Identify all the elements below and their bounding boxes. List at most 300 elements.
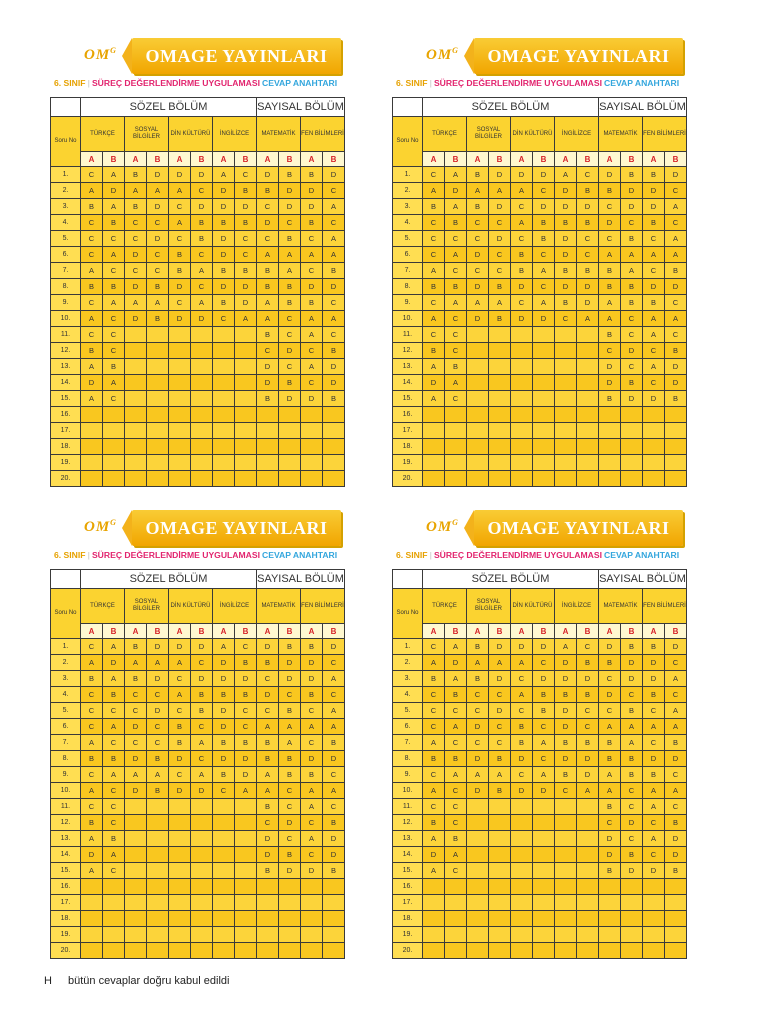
answer-cell: C	[643, 815, 665, 831]
answer-row	[51, 231, 345, 247]
answer-cell: C	[599, 231, 621, 247]
answer-cell	[555, 359, 577, 375]
answer-cell: D	[577, 751, 599, 767]
answer-cell	[279, 911, 301, 927]
answer-cell: A	[489, 295, 511, 311]
answer-cell	[235, 847, 257, 863]
answer-cell: A	[81, 263, 103, 279]
booklet-label: A	[125, 152, 147, 167]
answer-cell: C	[191, 247, 213, 263]
answer-cell: C	[643, 343, 665, 359]
answer-cell: D	[279, 199, 301, 215]
answer-cell	[213, 927, 235, 943]
answer-cell: D	[147, 167, 169, 183]
booklet-row	[393, 152, 687, 167]
answer-cell: D	[191, 199, 213, 215]
answer-cell	[489, 927, 511, 943]
answer-row	[51, 199, 345, 215]
answer-cell	[81, 927, 103, 943]
answer-row	[51, 391, 345, 407]
answer-row	[393, 751, 687, 767]
answer-cell: C	[279, 215, 301, 231]
answer-cell: C	[643, 231, 665, 247]
answer-cell: A	[301, 799, 323, 815]
booklet-label: B	[235, 152, 257, 167]
answer-cell	[445, 895, 467, 911]
answer-cell: C	[103, 231, 125, 247]
subject-header: İNGİLİZCE	[555, 117, 599, 152]
answer-cell: C	[577, 703, 599, 719]
answer-cell: C	[103, 863, 125, 879]
answer-cell: C	[191, 183, 213, 199]
question-number: 4.	[393, 215, 423, 231]
footer-text: bütün cevaplar doğru kabul edildi	[68, 975, 230, 987]
subject-row	[51, 589, 345, 624]
question-number: 16.	[51, 407, 81, 423]
answer-cell: A	[423, 391, 445, 407]
answer-cell	[235, 911, 257, 927]
question-number: 10.	[393, 783, 423, 799]
answer-cell	[147, 799, 169, 815]
answer-cell	[191, 343, 213, 359]
answer-cell	[533, 343, 555, 359]
answer-cell: C	[301, 343, 323, 359]
answer-cell	[169, 831, 191, 847]
booklet-label: A	[555, 624, 577, 639]
answer-row	[51, 703, 345, 719]
answer-cell	[147, 439, 169, 455]
booklet-label: A	[467, 152, 489, 167]
publisher-banner	[132, 510, 341, 546]
answer-cell: D	[125, 311, 147, 327]
answer-cell: D	[257, 359, 279, 375]
answer-cell: C	[257, 231, 279, 247]
answer-cell: B	[643, 215, 665, 231]
answer-cell: D	[213, 703, 235, 719]
answer-cell	[533, 927, 555, 943]
answer-cell: C	[81, 247, 103, 263]
answer-cell	[323, 439, 345, 455]
answer-cell	[445, 911, 467, 927]
answer-cell	[665, 471, 687, 487]
answer-row	[51, 455, 345, 471]
answer-cell: B	[257, 279, 279, 295]
answer-cell: C	[599, 815, 621, 831]
answer-row	[393, 407, 687, 423]
answer-cell	[301, 927, 323, 943]
answer-cell	[81, 879, 103, 895]
answer-row	[393, 719, 687, 735]
answer-cell: C	[301, 375, 323, 391]
answer-cell: A	[213, 639, 235, 655]
answer-cell: B	[533, 703, 555, 719]
answer-cell	[279, 943, 301, 959]
question-number: 2.	[51, 655, 81, 671]
answer-row	[51, 263, 345, 279]
answer-cell: D	[257, 167, 279, 183]
answer-cell: D	[467, 783, 489, 799]
answer-cell: C	[103, 783, 125, 799]
answer-cell	[599, 423, 621, 439]
answer-row	[51, 247, 345, 263]
answer-cell: B	[279, 167, 301, 183]
answer-cell: C	[81, 719, 103, 735]
answer-cell: C	[191, 655, 213, 671]
question-number: 8.	[393, 279, 423, 295]
question-number: 14.	[393, 847, 423, 863]
answer-cell	[643, 911, 665, 927]
answer-cell	[511, 327, 533, 343]
answer-row	[51, 943, 345, 959]
answer-cell: D	[301, 391, 323, 407]
answer-cell: B	[621, 279, 643, 295]
answer-cell: C	[279, 831, 301, 847]
answer-cell	[577, 847, 599, 863]
answer-cell	[489, 863, 511, 879]
answer-cell: C	[213, 311, 235, 327]
answer-cell: B	[533, 215, 555, 231]
answer-cell: C	[423, 215, 445, 231]
answer-row	[393, 927, 687, 943]
answer-cell	[103, 439, 125, 455]
numerical-section-header: SAYISAL BÖLÜM	[257, 570, 345, 589]
booklet-label: A	[599, 624, 621, 639]
question-number: 10.	[393, 311, 423, 327]
answer-cell	[191, 439, 213, 455]
answer-cell	[577, 927, 599, 943]
answer-cell: C	[125, 263, 147, 279]
answer-row	[51, 279, 345, 295]
question-number: 20.	[393, 471, 423, 487]
subject-header: MATEMATİK	[599, 589, 643, 624]
answer-row	[393, 327, 687, 343]
answer-cell: D	[213, 199, 235, 215]
answer-cell	[147, 927, 169, 943]
booklet-label: B	[665, 152, 687, 167]
answer-cell: B	[577, 263, 599, 279]
sheet-header	[390, 38, 710, 98]
answer-cell: D	[323, 847, 345, 863]
answer-row	[393, 767, 687, 783]
answer-cell	[467, 911, 489, 927]
answer-cell	[235, 831, 257, 847]
answer-cell	[235, 423, 257, 439]
subject-row	[393, 117, 687, 152]
answer-cell: C	[301, 263, 323, 279]
answer-cell	[489, 895, 511, 911]
answer-cell: B	[147, 311, 169, 327]
answer-cell	[533, 359, 555, 375]
answer-cell: C	[423, 639, 445, 655]
answer-cell: B	[511, 719, 533, 735]
answer-cell: B	[169, 247, 191, 263]
answer-cell	[511, 471, 533, 487]
answer-cell	[323, 879, 345, 895]
answer-row	[51, 783, 345, 799]
answer-row	[393, 439, 687, 455]
answer-cell	[147, 343, 169, 359]
answer-cell: B	[103, 687, 125, 703]
answer-cell	[213, 343, 235, 359]
answer-cell: D	[423, 375, 445, 391]
answer-cell: C	[511, 703, 533, 719]
publisher-name: OMAGE YAYINLARI	[487, 518, 670, 538]
answer-cell: B	[125, 639, 147, 655]
answer-cell: D	[489, 639, 511, 655]
answer-cell	[621, 927, 643, 943]
answer-cell: D	[555, 231, 577, 247]
answer-cell: B	[81, 199, 103, 215]
answer-cell: C	[323, 327, 345, 343]
answer-cell: C	[423, 799, 445, 815]
booklet-label: B	[235, 624, 257, 639]
answer-cell	[555, 927, 577, 943]
answer-cell: D	[555, 719, 577, 735]
answer-cell: B	[599, 327, 621, 343]
subject-header: DİN KÜLTÜRÜ	[169, 589, 213, 624]
answer-cell	[125, 815, 147, 831]
answer-cell: B	[257, 863, 279, 879]
answer-cell	[511, 831, 533, 847]
question-number: 13.	[51, 831, 81, 847]
answer-cell	[577, 911, 599, 927]
answer-cell	[257, 879, 279, 895]
answer-row	[393, 831, 687, 847]
answer-row	[393, 423, 687, 439]
answer-cell: A	[279, 735, 301, 751]
answer-cell: D	[467, 247, 489, 263]
subject-header: TÜRKÇE	[423, 589, 467, 624]
answer-cell	[147, 407, 169, 423]
answer-key-sheet	[390, 38, 710, 482]
answer-cell: B	[301, 767, 323, 783]
answer-cell	[489, 911, 511, 927]
answer-cell: C	[257, 815, 279, 831]
answer-cell: C	[169, 671, 191, 687]
subject-header: TÜRKÇE	[423, 117, 467, 152]
answer-cell	[103, 407, 125, 423]
answer-cell	[511, 423, 533, 439]
answer-cell: D	[213, 231, 235, 247]
answer-cell	[235, 439, 257, 455]
answer-cell	[191, 847, 213, 863]
answer-cell: C	[445, 311, 467, 327]
answer-cell: B	[169, 719, 191, 735]
answer-row	[51, 767, 345, 783]
answer-cell: C	[81, 639, 103, 655]
verbal-section-header: SÖZEL BÖLÜM	[423, 570, 599, 589]
answer-cell	[257, 471, 279, 487]
subject-header: SOSYAL BİLGİLER	[125, 589, 169, 624]
answer-cell: A	[235, 311, 257, 327]
answer-cell: A	[103, 767, 125, 783]
answer-cell	[235, 815, 257, 831]
answer-cell: B	[665, 863, 687, 879]
answer-cell: A	[511, 687, 533, 703]
answer-cell	[643, 943, 665, 959]
answer-cell: D	[169, 311, 191, 327]
answer-cell: A	[103, 671, 125, 687]
answer-cell: D	[81, 847, 103, 863]
answer-cell: D	[665, 375, 687, 391]
question-number: 13.	[393, 359, 423, 375]
answer-cell	[467, 391, 489, 407]
answer-row	[51, 895, 345, 911]
answer-cell: C	[103, 343, 125, 359]
answer-cell: C	[577, 167, 599, 183]
answer-cell	[489, 471, 511, 487]
answer-cell	[213, 799, 235, 815]
answer-cell: D	[665, 751, 687, 767]
question-number: 14.	[51, 847, 81, 863]
answer-row	[393, 815, 687, 831]
answer-cell	[445, 943, 467, 959]
answer-cell	[423, 895, 445, 911]
answer-cell: C	[257, 199, 279, 215]
answer-cell: C	[665, 183, 687, 199]
answer-cell: D	[301, 863, 323, 879]
answer-cell: D	[279, 815, 301, 831]
answer-cell: A	[599, 719, 621, 735]
answer-cell: C	[235, 719, 257, 735]
answer-cell	[147, 327, 169, 343]
question-number: 11.	[51, 327, 81, 343]
answer-cell: C	[147, 247, 169, 263]
answer-cell: D	[599, 375, 621, 391]
answer-cell: D	[191, 167, 213, 183]
answer-cell: C	[323, 799, 345, 815]
booklet-label: B	[323, 152, 345, 167]
answer-cell	[169, 911, 191, 927]
answer-cell: A	[445, 199, 467, 215]
answer-cell	[147, 831, 169, 847]
answer-cell	[467, 343, 489, 359]
answer-cell	[599, 943, 621, 959]
question-number: 12.	[51, 343, 81, 359]
answer-cell	[81, 423, 103, 439]
answer-cell: B	[147, 783, 169, 799]
answer-cell: B	[599, 263, 621, 279]
answer-cell	[213, 327, 235, 343]
answer-cell	[213, 423, 235, 439]
answer-cell: D	[323, 167, 345, 183]
answer-cell: A	[257, 247, 279, 263]
answer-cell: B	[555, 295, 577, 311]
answer-cell: C	[235, 639, 257, 655]
booklet-label: B	[533, 152, 555, 167]
answer-cell	[213, 359, 235, 375]
answer-cell	[125, 911, 147, 927]
answer-cell	[467, 927, 489, 943]
answer-cell: D	[213, 671, 235, 687]
answer-cell: B	[423, 279, 445, 295]
question-number: 7.	[51, 735, 81, 751]
answer-cell: D	[555, 655, 577, 671]
answer-cell: C	[643, 263, 665, 279]
question-number: 8.	[393, 751, 423, 767]
answer-cell: D	[125, 247, 147, 263]
answer-cell: D	[489, 167, 511, 183]
answer-cell: A	[643, 327, 665, 343]
booklet-label: B	[279, 152, 301, 167]
answer-cell: C	[103, 815, 125, 831]
sheet-subtitle	[396, 78, 679, 88]
sheet-subtitle	[396, 550, 679, 560]
answer-cell	[423, 879, 445, 895]
answer-cell: D	[213, 279, 235, 295]
answer-cell: C	[323, 655, 345, 671]
answer-cell: C	[279, 327, 301, 343]
booklet-label: B	[621, 624, 643, 639]
answer-cell: A	[81, 391, 103, 407]
answer-cell: D	[445, 183, 467, 199]
question-number: 7.	[393, 735, 423, 751]
answer-cell	[213, 439, 235, 455]
answer-cell	[511, 895, 533, 911]
answer-cell	[147, 375, 169, 391]
booklet-label: B	[577, 152, 599, 167]
answer-cell: D	[191, 783, 213, 799]
answer-key-sheet	[48, 38, 368, 482]
answer-cell: A	[467, 183, 489, 199]
answer-cell	[213, 375, 235, 391]
question-number: 6.	[393, 247, 423, 263]
section-row	[51, 98, 345, 117]
answer-cell: D	[511, 311, 533, 327]
answer-cell: C	[445, 327, 467, 343]
answer-cell	[533, 879, 555, 895]
answer-cell: B	[169, 735, 191, 751]
answer-cell	[125, 943, 147, 959]
answer-cell	[125, 895, 147, 911]
answer-cell: D	[643, 279, 665, 295]
answer-cell	[301, 943, 323, 959]
answer-cell: B	[665, 735, 687, 751]
answer-cell: C	[257, 343, 279, 359]
booklet-label: A	[81, 152, 103, 167]
answer-cell	[577, 407, 599, 423]
answer-cell: C	[577, 639, 599, 655]
answer-cell: A	[323, 783, 345, 799]
answer-cell: A	[81, 655, 103, 671]
answer-cell: D	[81, 375, 103, 391]
answer-cell	[191, 863, 213, 879]
answer-cell	[467, 863, 489, 879]
answer-cell: B	[301, 687, 323, 703]
answer-cell: C	[665, 655, 687, 671]
answer-row	[51, 911, 345, 927]
answer-cell	[467, 831, 489, 847]
answer-cell: B	[577, 655, 599, 671]
answer-cell	[323, 927, 345, 943]
subject-header: MATEMATİK	[599, 117, 643, 152]
booklet-label: B	[103, 152, 125, 167]
answer-cell	[467, 455, 489, 471]
answer-cell	[467, 359, 489, 375]
answer-row	[393, 687, 687, 703]
answer-cell: A	[445, 719, 467, 735]
answer-cell	[621, 423, 643, 439]
booklet-label: B	[323, 624, 345, 639]
subject-header: TÜRKÇE	[81, 589, 125, 624]
answer-cell	[467, 375, 489, 391]
answer-cell: A	[169, 655, 191, 671]
answer-cell: D	[125, 279, 147, 295]
answer-cell	[191, 879, 213, 895]
question-number: 11.	[51, 799, 81, 815]
answer-cell	[511, 407, 533, 423]
answer-cell: D	[257, 639, 279, 655]
